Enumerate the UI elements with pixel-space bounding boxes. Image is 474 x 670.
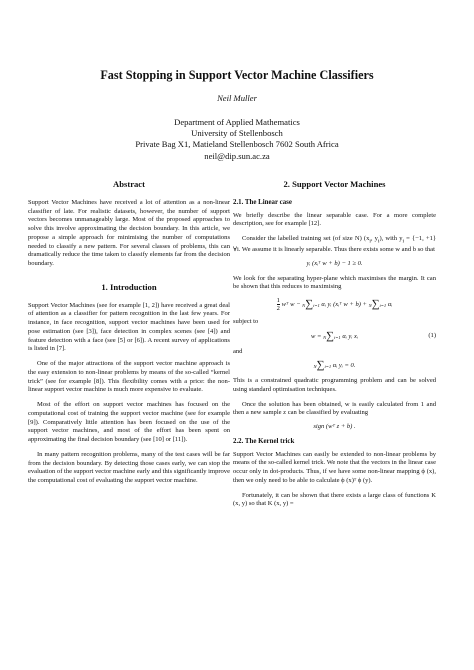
affiliation-university: University of Stellenbosch [191,128,283,139]
linear-paragraph-1: We briefly describe the linear separable case. For a more complete description, see for example [12]. [233,211,436,228]
equation-classify: sign (wᵀ z + b) . [313,423,356,431]
linear-paragraph-5: Once the solution has been obtained, w is easily calculated from 1 and then a new sample z can be classified by evaluating [233,400,436,417]
subject-to-label: subject to [233,318,259,326]
intro-paragraph-4: In many pattern recognition problems, many of the test cases will be far from the decision boundary. By detecting those cases early, we can stop the evaluation of the support vector machine early and this significantly improve the computational cost of evaluating the support vector machine. [28,450,230,484]
affiliation-department: Department of Applied Mathematics [174,117,300,127]
equation-balance: N∑i=1 αᵢ yᵢ = 0. [313,359,356,372]
sum-symbol: N∑i=1 [368,298,387,311]
abstract-text: Support Vector Machines have received a lot of attention as a non-linear classifier of late. For realistic datasets, however, the number of support vectors becomes unmanageably large. Most of the proposed approaches to solve this involve approximating the decision boundary. In this article, we propose a simple approach for minimising the number of computations needed to classify a new pattern. For several classes of problems, this can dramatically reduce the time taken to classify elements far from the decision boundary. [28,198,230,267]
linear-paragraph-4: This is a constrained quadratic programming problem and can be solved using standard optimisation techniques. [233,377,436,393]
kernel-paragraph-1: Support Vector Machines can easily be extended to non-linear problems by means of the so-called kernel trick. We note that the vectors in the linear case occur only in dot-products. Thus, if we have some non-linear mapping ϕ (x), then we only need to be able to calculate ϕ (x)ᵀ ϕ (y). [233,450,436,484]
equation-objective: $\frac{1}{2}$ wᵀ w − N∑i=1 αᵢ yᵢ (xᵢᵀ w + b) + N∑i=1 αᵢ [276,297,393,313]
author-affiliation [0,117,474,162]
and-label: and [233,347,243,355]
left-column [28,180,230,492]
kernel-trick-heading: 2.2. The Kernel trick [233,437,295,445]
linear-paragraph-3: We look for the separating hyper-plane which maximises the margin. It can be shown that this reduces to maximising [233,274,436,291]
linear-case-heading: 2.1. The Linear case [233,198,292,206]
linear-paragraph-2: Consider the labelled training set (of size N) ($x_i$, $y_i$), with $y_i = \{-1$, +1} ∀i. We assume it is linearly separable. Thus there exists some w and b so that [233,235,436,254]
fraction-half: $\frac{1}{2}$ [276,297,280,313]
sum-symbol: N∑i=1 [302,298,320,311]
abstract-heading: Abstract [113,179,145,189]
right-column [233,180,436,515]
affiliation-email: neil@dip.sun.ac.za [204,150,270,161]
introduction-heading: 1. Introduction [101,281,157,292]
equation-weights: w = N∑i=1 αᵢ yᵢ xᵢ (1) [311,329,436,342]
sum-symbol: N∑i=1 [323,329,341,342]
sum-symbol: N∑i=1 [313,359,332,372]
intro-paragraph-3: Most of the effort on support vector machines has focused on the computational cost of training the support vector machine (see for example [9]). Comparatively little attention has been focused on the use of the support vector machines, and most of the effort has been spent on approximating the final decision boundary (see [10] or [11]). [28,401,230,443]
kernel-paragraph-2: Fortunately, it can be shown that there exists a large class of functions K (x, y) so that K (x, y) = [233,491,436,508]
paper-title: Fast Stopping in Support Vector Machine Classifiers [100,68,374,82]
equation-number: (1) [428,331,436,339]
affiliation-address: Private Bag X1, Matieland Stellenbosch 7602 South Africa [135,139,339,150]
equation-constraint: yᵢ (xᵢᵀ w + b) − 1 ≥ 0. [306,259,363,267]
intro-paragraph-2: One of the major attractions of the support vector machine approach is the easy extension to non-linear problems by means of the so-called “kernel trick” (see for example [8]). This flexibility comes with a price: the non-linear support vector machine is much more expensive to evaluate. [28,360,230,394]
intro-paragraph-1: Support Vector Machines (see for example [1, 2]) have received a great deal of attention as a classifier for pattern recognition in the last few years. For instance, in face recognition, support vector machines have been used for pose estimation (see [3]), face detection in complex scenes (see [4]) and feature detection with a face (see [5] or [6]). A recent survey of applications is listed in [7]. [28,301,230,353]
svm-heading: 2. Support Vector Machines [283,179,386,189]
paper-author: Neil Muller [217,93,257,103]
